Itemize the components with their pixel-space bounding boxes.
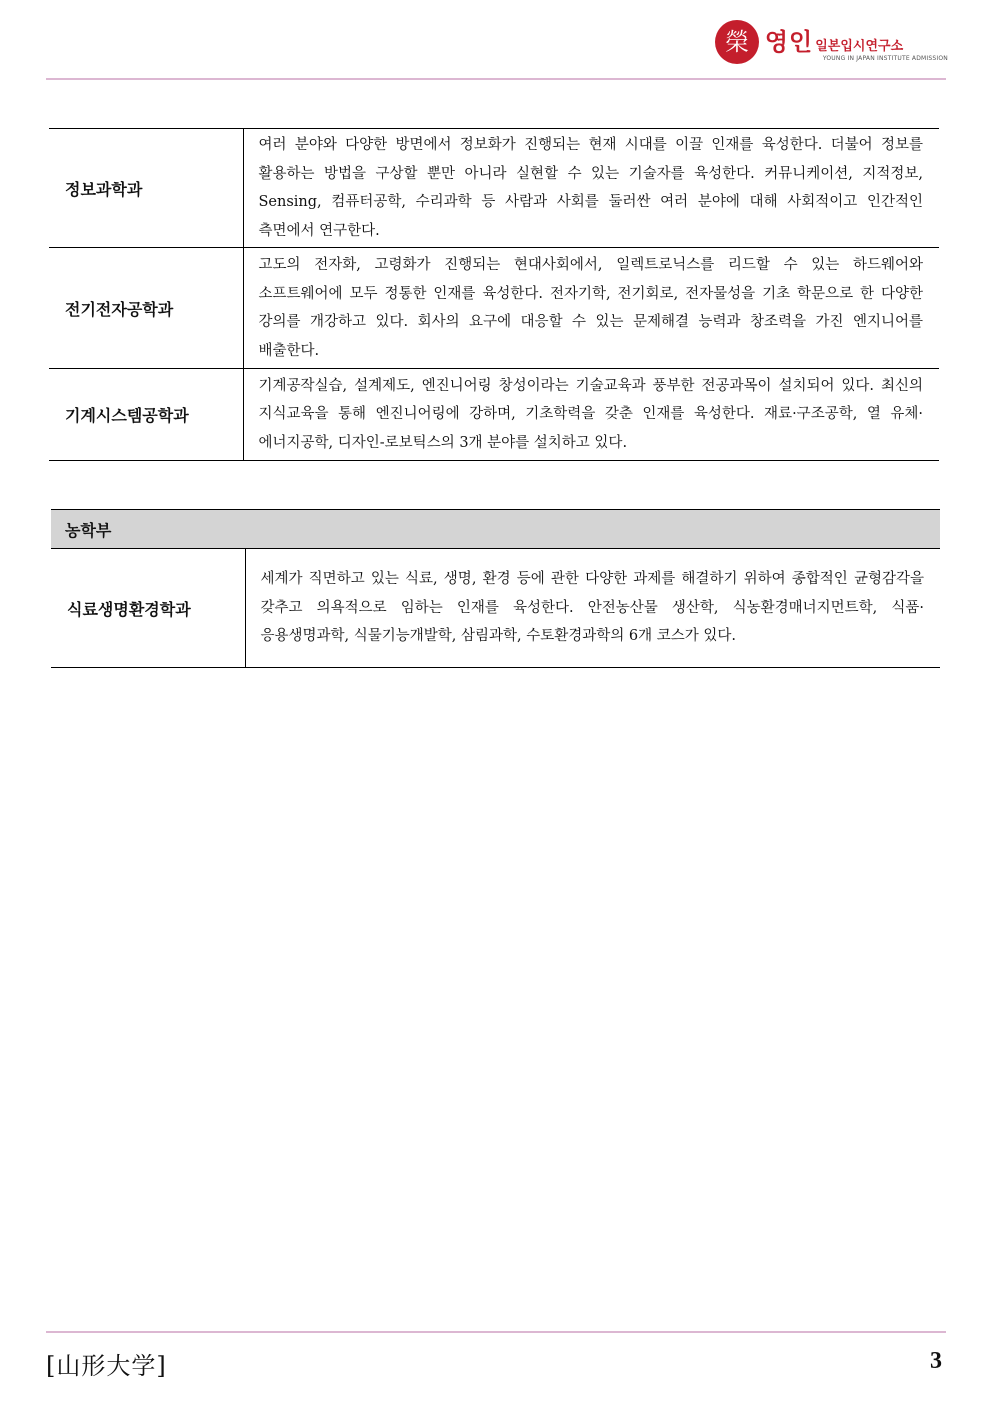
department-name: 정보과학과 — [49, 129, 243, 248]
department-table-agriculture — [51, 509, 940, 668]
brand-mark-icon — [713, 18, 761, 66]
brand-name: 영인 — [764, 28, 814, 56]
faculty-header-row — [51, 510, 940, 549]
header-divider — [46, 78, 946, 80]
department-name: 기계시스템공학과 — [49, 369, 243, 461]
department-name: 전기전자공학과 — [49, 248, 243, 369]
brand-subtitle: 일본입시연구소 — [815, 39, 904, 54]
table-row — [49, 248, 939, 369]
svg-text:榮: 榮 — [724, 28, 749, 56]
table-row — [49, 369, 939, 461]
department-description: 고도의 전자화, 고령화가 진행되는 현대사회에서, 일렉트로닉스를 리드할 수 있는 하드웨어와 소프트웨어에 모두 정통한 인재를 육성한다. 전자기학, 전기회로, 전자물성을 기초 학문으로 한 다양한 강의를 개강하고 있다. 회사의 요구에 대응할 수 있는 문제해결 능력과 창조력을 가진 엔지니어를 배출한다. — [243, 248, 939, 369]
department-description: 세계가 직면하고 있는 식료, 생명, 환경 등에 관한 다양한 과제를 해결하기 위하여 종합적인 균형감각을 갖추고 의욕적으로 임하는 인재를 육성한다. 안전농산물 생산학, 식농환경매너지먼트학, 식품·응용생명과학, 식물기능개발학, 삼림과학, 수토환경과학의 6개 코스가 있다. — [245, 549, 940, 668]
department-description: 기계공작실습, 설계제도, 엔진니어링 창성이라는 기술교육과 풍부한 전공과목이 설치되어 있다. 최신의 지식교육을 통해 엔진니어링에 강하며, 기초학력을 갖춘 인재를 육성한다. 재료·구조공학, 열 유체·에너지공학, 디자인-로보틱스의 3개 분야를 설치하고 있다. — [243, 369, 939, 461]
brand-english: YOUNG IN JAPAN INSTITUTE ADMISSION — [822, 55, 948, 62]
department-name: 식료생명환경학과 — [51, 549, 245, 668]
university-label: [山形大学] — [46, 1352, 167, 1380]
footer-divider — [46, 1331, 946, 1333]
table-row — [49, 129, 939, 248]
department-table-engineering — [49, 128, 939, 461]
department-description: 여러 분야와 다양한 방면에서 정보화가 진행되는 현재 시대를 이끌 인재를 육성한다. 더불어 정보를 활용하는 방법을 구상할 뿐만 아니라 실현할 수 있는 기술자를 육성한다. 커뮤니케이션, 지적정보, Sensing, 컴퓨터공학, 수리과학 등 사람과 사회를 둘러싼 여러 분야에 대해 사회적이고 인간적인 측면에서 연구한다. — [243, 129, 939, 248]
faculty-name: 농학부 — [51, 510, 940, 549]
brand-logo — [713, 18, 948, 66]
table-row — [51, 549, 940, 668]
page-number: 3 — [930, 1348, 942, 1374]
